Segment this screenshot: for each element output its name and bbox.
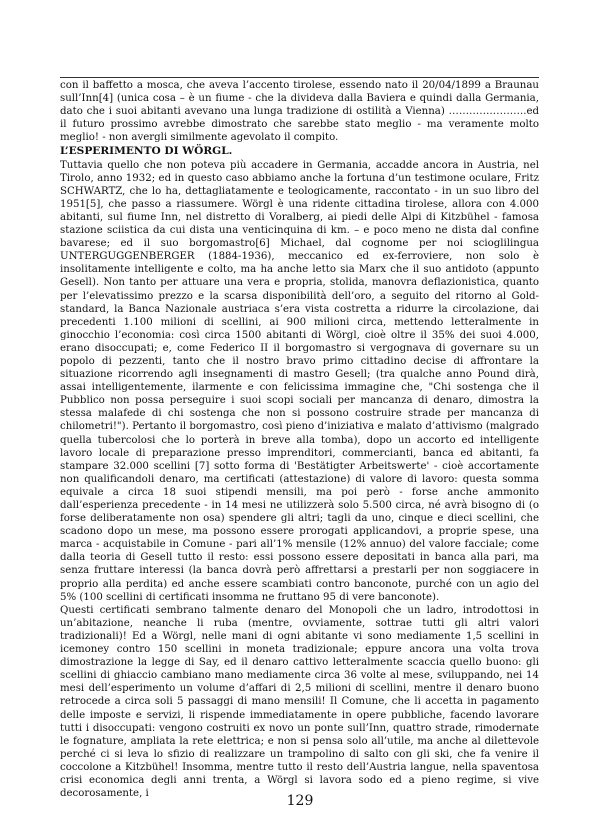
body-paragraph-1: Tuttavia quello che non poteva più accadere in Germania, accadde ancora in Austria, nel Tirolo, anno 1932; ed in questo caso abbiamo anche la fortuna d’un testimone oculare, Fritz SCHWARTZ, che lo ha, dettagliatamente e teologicamente, raccontato - in un suo libro del 1951[5], che passo a riassumere. Wörgl è una ridente cittadina tirolese, allora con 4.000 abitanti, sul fiume Inn, nel distretto di Voralberg, ai piedi delle Alpi di Kitzbühel - famosa stazione sciistica da cui dista una venticinquina di km. – e poco meno ne dista dal confine bavarese; ed il suo borgomastro[6] Michael, dal cognome per noi scioglilingua UNTERGUGGENBERGER (1884-1936), meccanico ed ex-ferroviere, non solo è insolitamente intelligente e colto, ma ha anche letto sia Marx che il suo antidoto (appunto Gesell). Non tanto per attuare una vera e propria, stolida, manovra deflazionistica, quanto per l’elevatissimo prezzo e la scarsa disponibilità dell’oro, a seguito del ritorno al Gold-standard, la Banca Nazionale austriaca s’era vista costretta a ridurre la circolazione, dai precedenti 1.100 milioni di scellini, ai 900 milioni circa, mettendo letteralmente in ginocchio l’economia: così circa 1500 abitanti di Wörgl, cioè oltre il 35% dei suoi 4.000, erano disoccupati; e, come Federico II il borgomastro si vergognava di governare su un popolo di pezzenti, tanto che il nostro bravo primo cittadino decise di affrontare la situazione ricorrendo agli insegnamenti di mastro Gesell; (tra qualche anno Pound dirà, assai intelligentemente, ilarmente e con felicissima immagine che, "Chi sostenga che il Pubblico non possa perseguire i suoi scopi sociali per mancanza di denaro, dimostra la stessa malafede di chi sostenga che non si possono costruire strade per mancanza di chilometri!"). Pertanto il borgomastro, così pieno d’iniziativa e malato d’attivismo (malgrado quella tubercolosi che lo porterà in breve alla tomba), dopo un accorto ed intelligente lavoro locale di preparazione presso imprenditori, commercianti, banca ed abitanti, fa stampare 32.000 scellini [7] sotto forma di 'Bestätigter Arbeitswerte' - cioè accortamente non qualificandoli denaro, ma certificati (attestazione) di valore di lavoro: questa somma equivale a circa 18 suoi stipendi mensili, ma poi però - forse anche ammonito dall’esperienza precedente - in 14 mesi ne utilizzerà solo 5.500 circa, né avrà bisogno di (o forse deliberatamente non osa) spendere gli altri; tagli da uno, cinque e dieci scellini, che scadono dopo un mese, ma possono essere prorogati applicandovi, a proprie spese, una marca - acquistabile in Comune - pari all’1% mensile (12% annuo) del valore facciale; come dalla teoria di Gesell tutto il resto: essi possono essere depositati in banca alla pari, ma senza fruttare interessi (la banca dovrà però affrettarsi a prestarli per non soggiacere in proprio alla perdita) ed anche essere scambiati contro banconote, purché con un agio del 5% (100 scellini di certificati insomma ne fruttano 95 di vere banconote).: [60, 159, 539, 603]
body-paragraph-2: Questi certificati sembrano talmente denaro del Monopoli che un ladro, introdottosi in un’abitazione, neanche li ruba (mentre, ovviamente, sottrae tutti gli altri valori tradizionali)! Ed a Wörgl, nelle mani di ogni abitante vi sono mediamente 1,5 scellini in icemoney contro 150 scellini in moneta tradizionale; eppure ancora una volta trova dimostrazione la legge di Say, ed il denaro cattivo letteralmente scaccia quello buono: gli scellini di ghiaccio cambiano mano mediamente circa 36 volte al mese, sviluppando, nei 14 mesi dell’esperimento un volume d’affari di 2,5 milioni di scellini, mentre il denaro buono retrocede a circa soli 5 passaggi di mano mensili! Il Comune, che li accetta in pagamento delle imposte e servizi, li rispende immediatamente in opere pubbliche, facendo lavorare tutti i disoccupati: vengono costruiti ex novo un ponte sull’Inn, quattro strade, rimodernate le fognature, ampliata la rete elettrica; e non si pensa solo all’utile, ma anche al dilettevole perché ci si leva lo sfizio di realizzare un trampolino di salto con gli ski, che fa venire il coccolone a Kitzbühel! Insomma, mentre tutto il resto dell’Austria langue, nella spaventosa crisi economica degli anni trenta, a Wörgl si lavora sodo ed a pieno regime, si vive decorosamente, i: [60, 604, 539, 800]
header-rule: [60, 77, 539, 78]
page-body: [60, 79, 539, 800]
page-number: 129: [286, 793, 314, 809]
continuation-paragraph: con il baffetto a mosca, che aveva l’accento tirolese, essendo nato il 20/04/1899 a Braunau sull’Inn[4] (unica cosa – è un fiume - che la divideva dalla Baviera e quindi dalla Germania, dato che i suoi abitanti avevano una lunga tradizione di ostilità a Vienna) …………………..ed il futuro prossimo avrebbe dimostrato che sarebbe stato meglio - ma veramente molto meglio! - non avergli similmente agevolato il compito.: [60, 80, 539, 144]
section-heading: L’ESPERIMENTO DI WÖRGL.: [60, 145, 233, 158]
